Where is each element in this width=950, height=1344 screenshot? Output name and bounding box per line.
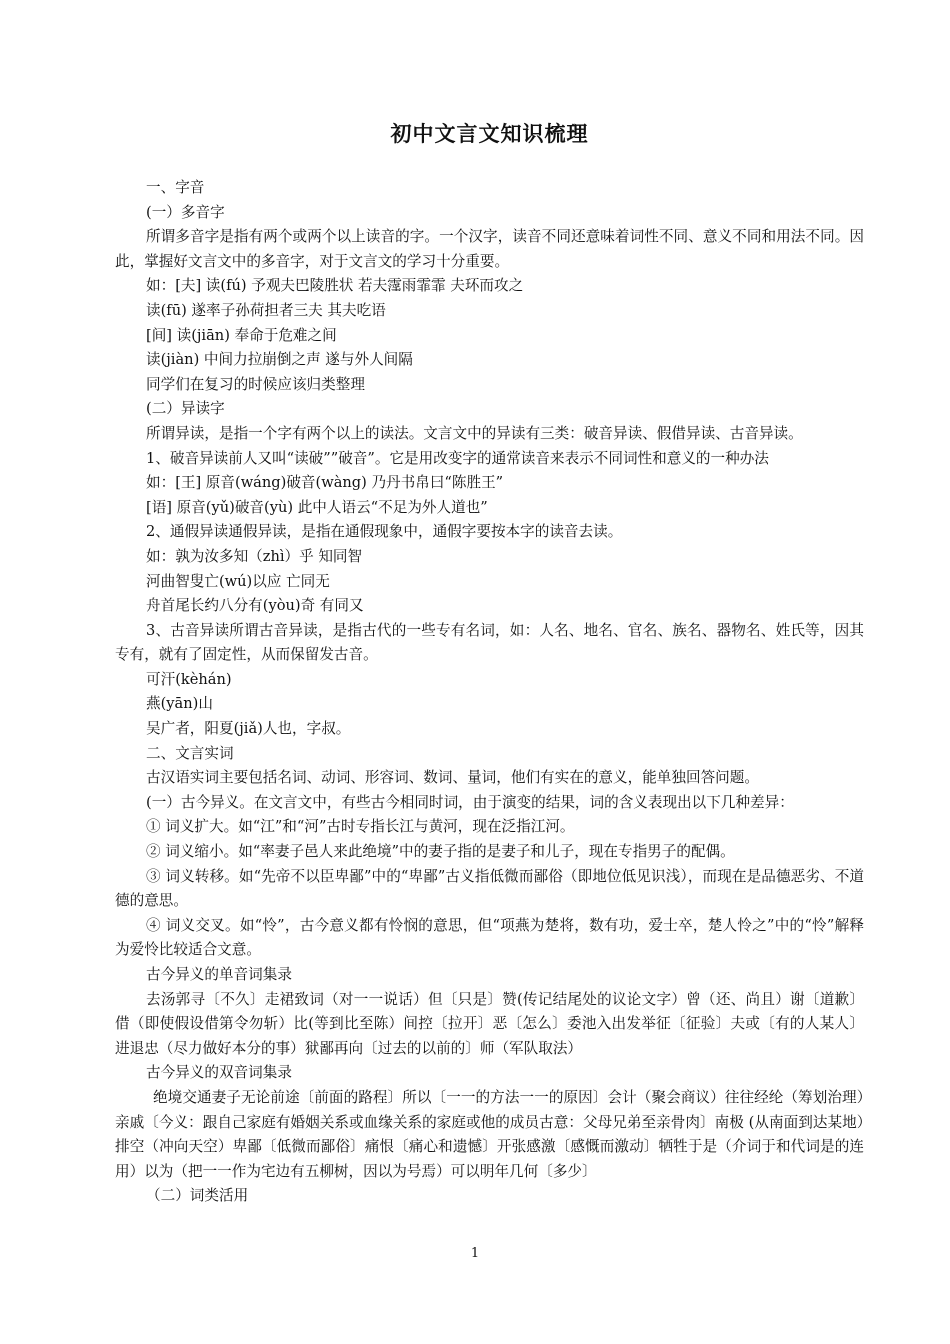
paragraph: 古今异义的单音词集录 — [146, 966, 292, 983]
paragraph: (二）异读字 — [146, 400, 225, 418]
paragraph: 舟首尾长约八分有(yòu)奇 有同又 — [146, 597, 364, 615]
paragraph: 去汤郭寻〔不久〕走裙致词（对一一说话）但〔只是〕赞(传记结尾处的议论文字）曾（还、尚且）谢〔道歉〕借（即使假设借第令勿斩）比(等到比至陈）间控〔拉开〕恶〔怎么〕委池入出发举征〔征验〕夫或〔有的人某人〕进退忠（尽力做好本分的事）狱鄙再向〔过去的以前的〕师（军队取法） — [115, 990, 864, 1057]
paragraph: 古汉语实词主要包括名词、动词、形容词、数词、量词，他们有实在的意义，能单独回答问题。 — [146, 769, 759, 787]
paragraph: 2、通假异读通假异读，是指在通假现象中，通假字要按本字的读音去读。 — [146, 523, 623, 541]
paragraph: 一、字音 — [146, 179, 205, 196]
paragraph: ④ 词义交叉。如“怜”，古今意义都有怜悯的意思，但“项燕为楚将，数有功，爱士卒，楚人怜之”中的“怜”解释为爱怜比较适合文意。 — [115, 916, 864, 959]
paragraph: ③ 词义转移。如“先帝不以臣卑鄙”中的“卑鄙”古义指低微而鄙俗（即地位低见识浅），而现在是品德恶劣、不道德的意思。 — [115, 867, 864, 910]
document-title: 初中文言文知识梳理 — [390, 121, 589, 146]
paragraph: 如：[夫] 读(fú) 予观夫巴陵胜状 若夫霪雨霏霏 夫环而攻之 — [146, 277, 524, 295]
paragraph: ① 词义扩大。如“江”和“河”古时专指长江与黄河，现在泛指江河。 — [146, 818, 575, 836]
paragraph: 所谓多音字是指有两个或两个以上读音的字。一个汉字，读音不同还意味着词性不同、意义不同和用法不同。因此，掌握好文言文中的多音字，对于文言文的学习十分重要。 — [115, 228, 864, 270]
paragraph: (一）古今异义。在文言文中，有些古今相同时词，由于演变的结果，词的含义表现出以下几种差异： — [146, 793, 794, 811]
paragraph: 所谓异读，是指一个字有两个以上的读法。文言文中的异读有三类：破音异读、假借异读、古音异读。 — [146, 424, 803, 442]
paragraph: 绝境交通妻子无论前途〔前面的路程〕所以〔一一的方法一一的原因〕会计（聚会商议）往往经纶（筹划治理）亲戚〔今义：跟自己家庭有婚姻关系或血缘关系的家庭或他的成员古意：父母兄弟至亲骨肉〕南极 (从南面到达某地）排空（冲向天空）卑鄙〔低微而鄙俗〕痛恨〔痛心和遗憾〕开张感激〔感慨而激动〕牺牲于是（介词于和代词是的连用）以为（把一一作为宅边有五柳树，因以为号焉）可以明年几何〔多少〕 — [115, 1088, 864, 1180]
document-body — [115, 176, 864, 1209]
paragraph: 1、破音异读前人又叫“读破””破音”。它是用改变字的通常读音来表示不同词性和意义的一种办法 — [146, 449, 769, 467]
paragraph: （二）词类活用 — [146, 1187, 249, 1205]
paragraph: 吴广者，阳夏(jiǎ)人也，字叔。 — [146, 720, 351, 738]
paragraph: 如：[王] 原音(wáng)破音(wàng) 乃丹书帛曰“陈胜王” — [146, 474, 504, 492]
paragraph: 二、文言实词 — [146, 744, 234, 762]
paragraph: [间] 读(jiān) 奉命于危难之间 — [146, 326, 337, 344]
paragraph: 可汗(kèhán) — [146, 670, 232, 688]
paragraph: [语] 原音(yǔ)破音(yù) 此中人语云“不足为外人道也” — [146, 498, 488, 516]
page-number: 1 — [470, 1246, 480, 1261]
paragraph: 同学们在复习的时候应该归类整理 — [146, 375, 365, 393]
paragraph: (一）多音字 — [146, 203, 225, 221]
paragraph: 古今异义的双音词集录 — [146, 1064, 292, 1082]
paragraph: 河曲智叟亡(wú)以应 亡同无 — [146, 572, 330, 590]
paragraph: 读(jiàn) 中间力拉崩倒之声 遂与外人间隔 — [146, 351, 413, 369]
paragraph: ② 词义缩小。如“率妻子邑人来此绝境”中的妻子指的是妻子和儿子，现在专指男子的配偶。 — [146, 843, 735, 861]
paragraph: 燕(yān)山 — [146, 695, 213, 713]
paragraph: 如：孰为汝多知（zhì）乎 知同智 — [146, 547, 363, 565]
paragraph: 3、古音异读所谓古音异读，是指古代的一些专有名词，如：人名、地名、官名、族名、器物名、姓氏等，因其专有，就有了固定性，从而保留发古音。 — [115, 621, 864, 664]
paragraph: 读(fū) 遂率子孙荷担者三夫 其夫吃语 — [146, 301, 386, 319]
